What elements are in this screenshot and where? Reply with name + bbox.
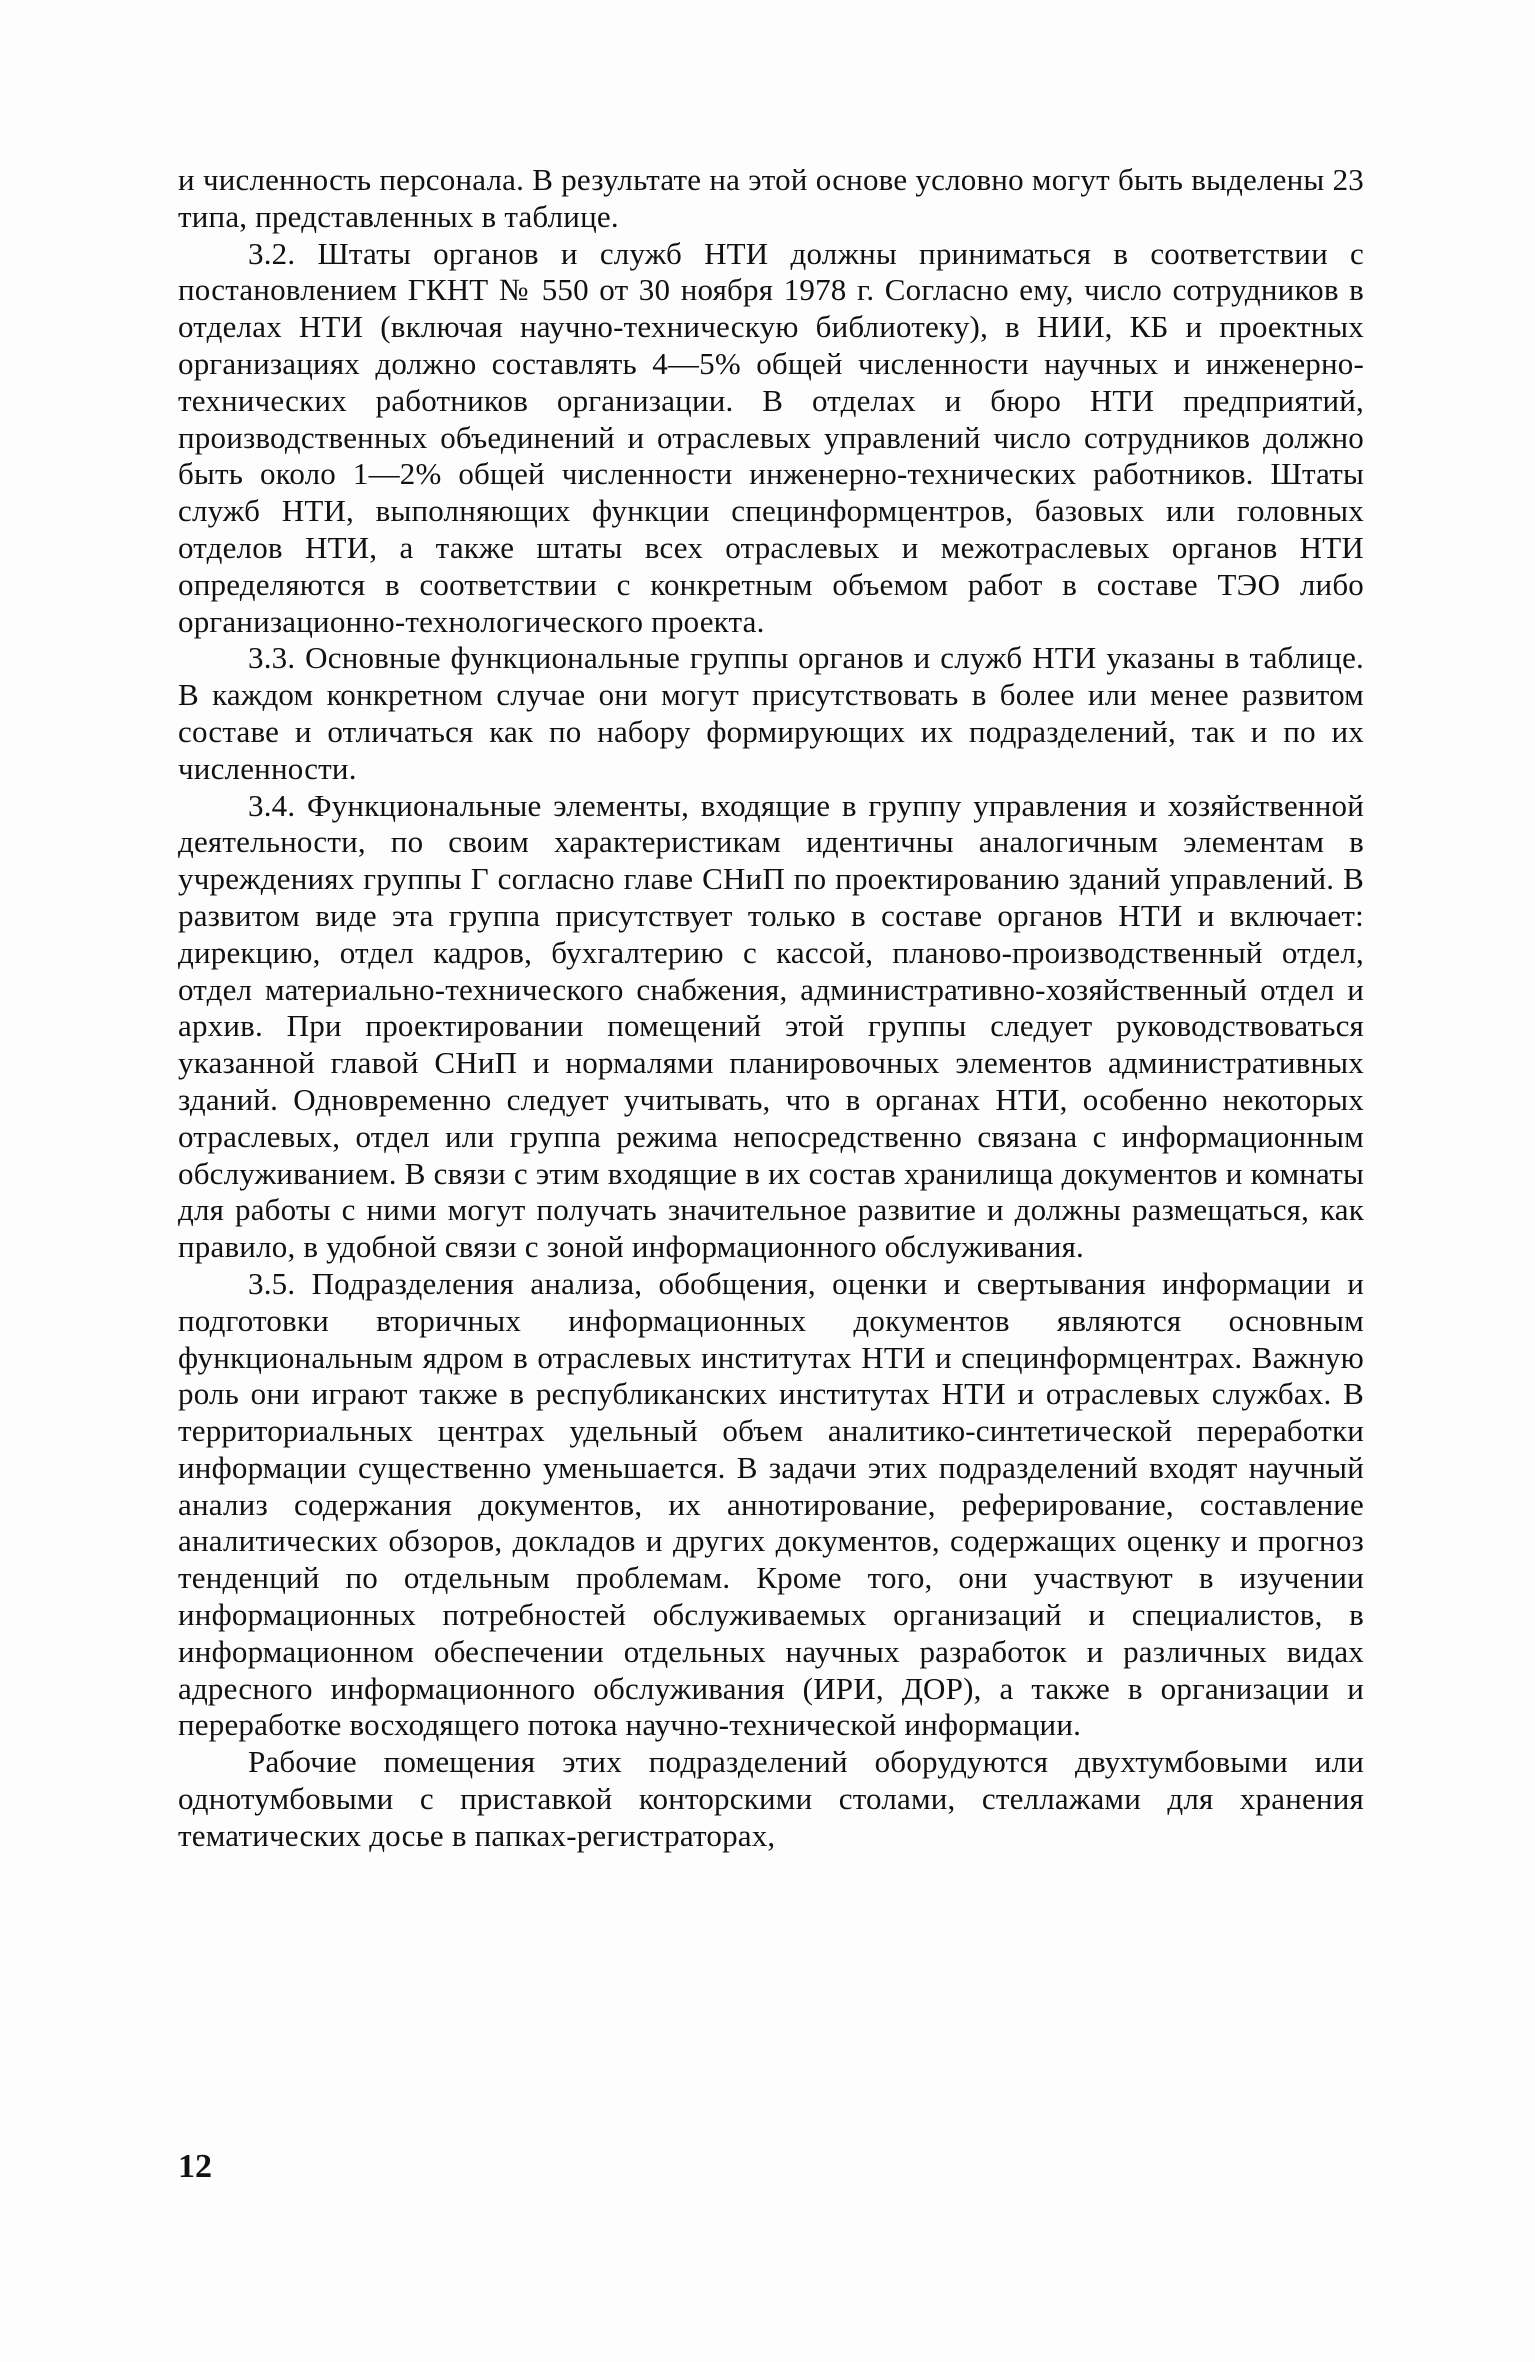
body-text: [178, 162, 1364, 1855]
paragraph-work-rooms: Рабочие помещения этих подразделений оборудуются двухтумбовыми или однотумбовыми с приставкой конторскими столами, стеллажами для хранения тематических досье в папках-регистраторах,: [178, 1744, 1364, 1853]
paragraph-3-4: 3.4. Функциональные элементы, входящие в группу управления и хозяйственной деятельности, по своим характеристикам идентичны аналогичным элементам в учреждениях группы Г согласно главе СНиП по проектированию зданий управлений. В развитом виде эта группа присутствует только в составе органов НТИ и включает: дирекцию, отдел кадров, бухгалтерию с кассой, планово-производственный отдел, отдел материально-технического снабжения, административно-хозяйственный отдел и архив. При проектировании помещений этой группы следует руководствоваться указанной главой СНиП и нормалями планировочных элементов административных зданий. Одновременно следует учитывать, что в органах НТИ, особенно некоторых отраслевых, отдел или группа режима непосредственно связана с информационным обслуживанием. В связи с этим входящие в их состав хранилища документов и комнаты для работы с ними могут получать значительное развитие и должны размещаться, как правило, в удобной связи с зоной информационного обслуживания.: [178, 787, 1364, 1265]
page-number: 12: [178, 2148, 212, 2185]
paragraph-continuation: и численность персонала. В результате на этой основе условно могут быть выделены 23 типа, представленных в таблице.: [178, 162, 1364, 234]
paragraph-3-2: 3.2. Штаты органов и служб НТИ должны приниматься в соответствии с постановлением ГКНТ № 550 от 30 ноября 1978 г. Согласно ему, число сотрудников в отделах НТИ (включая научно-техническую библиотеку), в НИИ, КБ и проектных организациях должно составлять 4—5% общей численности научных и инженерно-технических работников организации. В отделах и бюро НТИ предприятий, производственных объединений и отраслевых управлений число сотрудников должно быть около 1—2% общей численности инженерно-технических работников. Штаты служб НТИ, выполняющих функции специнформцентров, базовых или головных отделов НТИ, а также штаты всех отраслевых и межотраслевых органов НТИ определяются в соответствии с конкретным объемом работ в составе ТЭО либо организационно-технологического проекта.: [178, 235, 1364, 639]
paragraph-3-3: 3.3. Основные функциональные группы органов и служб НТИ указаны в таблице. В каждом конкретном случае они могут присутствовать в более или менее развитом составе и отличаться как по набору формирующих их подразделений, так и по их численности.: [178, 640, 1364, 786]
paragraph-3-5: 3.5. Подразделения анализа, обобщения, оценки и свертывания информации и подготовки вторичных информационных документов являются основным функциональным ядром в отраслевых институтах НТИ и специнформцентрах. Важную роль они играют также в республиканских институтах НТИ и отраслевых службах. В территориальных центрах удельный объем аналитико-синтетической переработки информации существенно уменьшается. В задачи этих подразделений входят научный анализ содержания документов, их аннотирование, реферирование, составление аналитических обзоров, докладов и других документов, содержащих оценку и прогноз тенденций по отдельным проблемам. Кроме того, они участвуют в изучении информационных потребностей обслуживаемых организаций и специалистов, в информационном обеспечении отдельных научных разработок и различных видах адресного информационного обслуживания (ИРИ, ДОР), а также в организации и переработке восходящего потока научно-технической информации.: [178, 1265, 1364, 1743]
